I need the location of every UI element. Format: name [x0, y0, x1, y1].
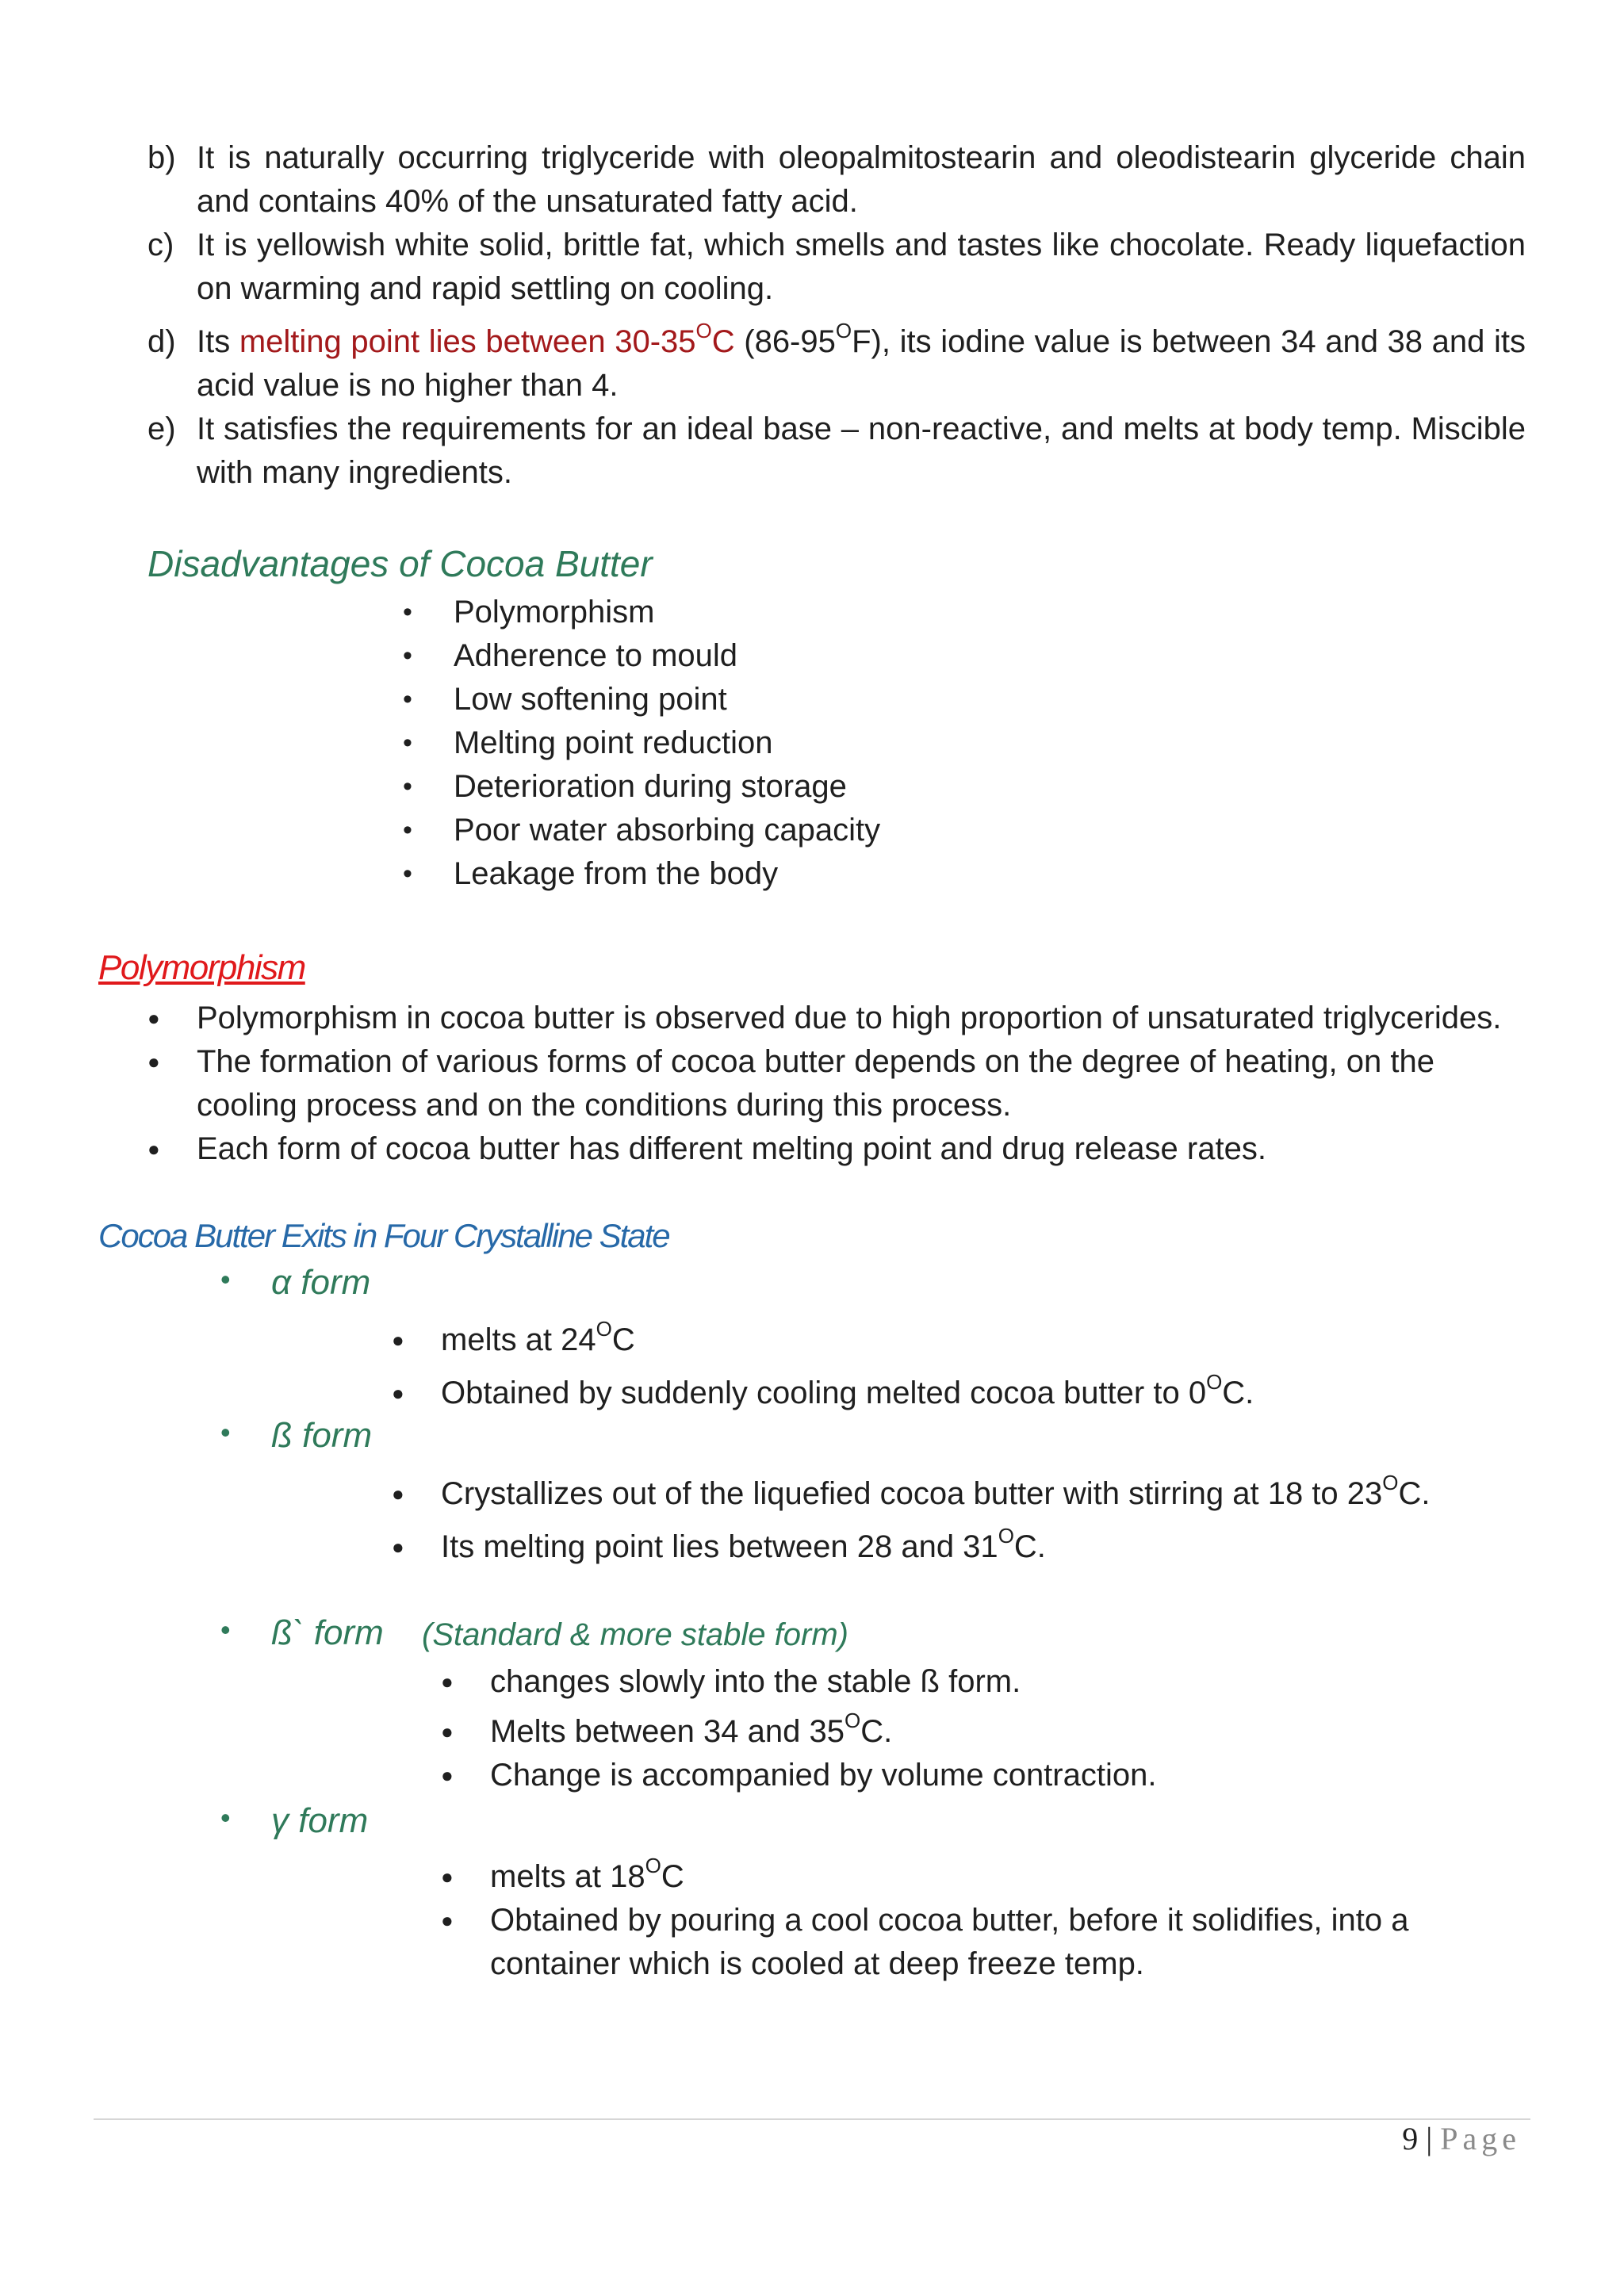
- list-item: ● melts at $18^OC$: [441, 1855, 1440, 1899]
- alpha-form-heading: • α form: [220, 1263, 371, 1302]
- bullet-icon: •: [220, 1613, 231, 1646]
- page-number: 9: [1402, 2121, 1419, 2156]
- beta-prime-note: (Standard & more stable form): [422, 1617, 848, 1652]
- footer-separator: |: [1418, 2121, 1441, 2156]
- list-letter: c): [147, 228, 174, 262]
- list-item: ● Change is accompanied by volume contraction.: [441, 1754, 1156, 1797]
- list-item: ● Its melting point lies between 28 and $31^OC$.: [392, 1525, 1431, 1569]
- beta-prime-form-heading: • ß` form: [220, 1613, 384, 1652]
- bullet-icon: •: [220, 1416, 231, 1448]
- alpha-form-list: [392, 1318, 1254, 1415]
- list-item: ● Each form of cocoa butter has different melting point and drug release rates.: [147, 1127, 1526, 1171]
- list-item: • Melting point reduction: [403, 721, 880, 765]
- list-letter: e): [147, 411, 176, 446]
- disadvantages-heading: Disadvantages of Cocoa Butter: [147, 543, 653, 584]
- property-item-d: d) Its melting point lies between $30-35^OC$ $(86-95^OF)$, its iodine value is between 34 and 38 and its acid value is no higher than 4.: [147, 319, 1526, 403]
- property-item-b: [147, 136, 1526, 224]
- property-item-e: [147, 408, 1526, 495]
- property-text: It is naturally occurring triglyceride with oleopalmitostearin and oleodistearin glyceride chain and contains 40% of the unsaturated fatty acid.: [197, 140, 1526, 219]
- beta-form-heading: • ß form: [220, 1416, 373, 1455]
- list-item: ● Melts between 34 and $35^OC$.: [441, 1710, 1156, 1754]
- polymorphism-list: [147, 997, 1526, 1171]
- list-item: ● Crystallizes out of the liquefied cocoa butter with stirring at 18 to $23^OC$.: [392, 1472, 1431, 1516]
- beta-prime-form-list: [441, 1660, 1156, 1797]
- list-item: ● Obtained by pouring a cool cocoa butter, before it solidifies, into a container which is cooled at deep freeze temp.: [441, 1899, 1440, 1986]
- page-footer: [1402, 2120, 1521, 2157]
- disadvantages-list: [403, 591, 880, 896]
- properties-list: [147, 136, 1526, 495]
- property-text: It satisfies the requirements for an ideal base – non-reactive, and melts at body temp. Miscible with many ingredients.: [197, 411, 1526, 490]
- melting-point-highlight: melting point lies between $30-35^OC$: [239, 319, 735, 359]
- list-item: • Deterioration during storage: [403, 765, 880, 809]
- list-item: ● Obtained by suddenly cooling melted cocoa butter to $0^OC$.: [392, 1372, 1254, 1415]
- list-item: • Poor water absorbing capacity: [403, 809, 880, 852]
- list-item: • Leakage from the body: [403, 852, 880, 896]
- list-item: ● melts at $24^OC$: [392, 1318, 1254, 1362]
- gamma-form-heading: • γ form: [220, 1801, 369, 1840]
- property-text: It is yellowish white solid, brittle fat, which smells and tastes like chocolate. Ready liquefaction on warming and rapid settling on cooling.: [197, 228, 1526, 306]
- list-item: ● The formation of various forms of cocoa butter depends on the degree of heating, on the cooling process and on the conditions during this process.: [147, 1040, 1526, 1127]
- crystalline-heading: Cocoa Butter Exits in Four Crystalline State: [98, 1217, 669, 1254]
- page-label: Page: [1440, 2121, 1521, 2156]
- property-text-pre: Its: [197, 324, 239, 359]
- footer-divider: [94, 2118, 1530, 2120]
- list-item: ● changes slowly into the stable ß form.: [441, 1660, 1156, 1704]
- list-item: • Polymorphism: [403, 591, 880, 634]
- list-item: • Low softening point: [403, 678, 880, 721]
- property-item-c: [147, 224, 1526, 311]
- gamma-form-list: [441, 1855, 1440, 1986]
- list-item: • Adherence to mould: [403, 634, 880, 678]
- list-letter: b): [147, 140, 176, 175]
- list-item: ● Polymorphism in cocoa butter is observed due to high proportion of unsaturated triglycerides.: [147, 997, 1526, 1040]
- polymorphism-heading: Polymorphism: [98, 948, 305, 987]
- list-letter: d): [147, 324, 176, 359]
- beta-form-list: [392, 1472, 1431, 1569]
- bullet-icon: •: [220, 1801, 231, 1834]
- bullet-icon: •: [220, 1263, 231, 1295]
